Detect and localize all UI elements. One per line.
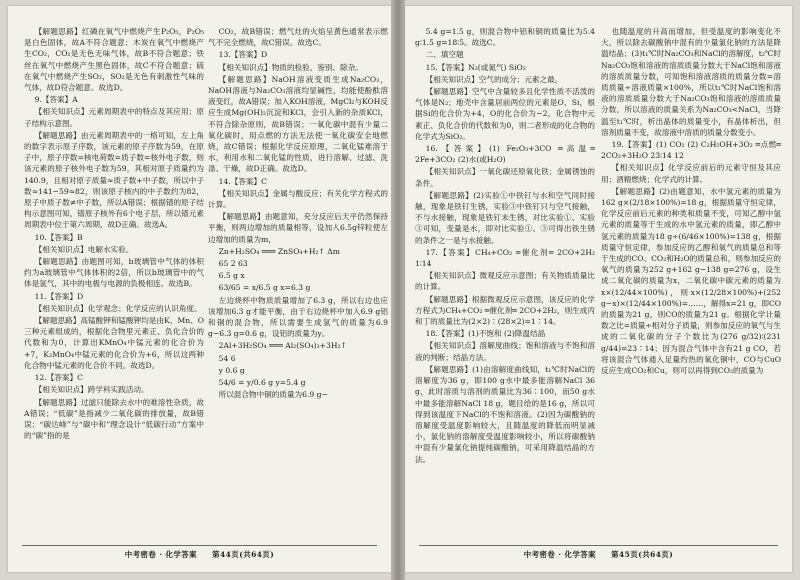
paragraph: 6.5 g x (218, 271, 245, 281)
paragraph: 【相关知识点】化学观念；化学反应的认识角度。 (34, 303, 202, 313)
left-page-column-1 (24, 26, 204, 536)
right-page-column-1 (415, 26, 595, 536)
paragraph: 【相关知识点】溶解度曲线；饱和溶液与不饱和溶液的判断；结晶方法。 (415, 341, 595, 362)
paragraph: 17.【答案】CH₄+CO₂ ═催化剂═ 2CO+2H₂ 1∶14 (415, 247, 595, 269)
paragraph: 【解题思路】高锰酸钾和锰酸钾均是由K、Mn、O三种元素组成的，根据化合物里元素正、负化合价的代数和为0，计算出KMnO₄中锰元素的化合价为+7，K₂MnO₄中锰元素的化合价为+6，所以这两种化合物中锰元素的化合价不同。故选D。 (24, 316, 204, 370)
book-gutter (391, 0, 405, 580)
paragraph: 【解题思路】NaOH溶液变质生成Na₂CO₃，NaOH溶液与Na₂CO₃溶液均显碱性，均能使酚酞溶液变红，故A错误；加入KOH溶液，MgCl₂与KOH反应生成Mg(OH)₂沉淀和KCl，会引入新的杂质KCl，不符合除杂原则，故B错误；一氧化碳中混有少量二氧化碳时，用点燃的方法无法使一氧化碳安全地燃烧，故C错误；根据化学反应原理，二氧化锰难溶于水，利用水和二氧化锰的性质，进行溶解、过滤、洗涤、干燥，故D正确。故选D。 (208, 74, 388, 174)
paragraph: 13.【答案】D (218, 50, 268, 60)
footer-page-number: 第45页(共64页) (611, 550, 674, 559)
left-page-footer (8, 549, 391, 560)
paragraph: 所以混合物中铜的质量为6.9 g− (218, 390, 328, 400)
paragraph: 【相关知识点】电解水实验。 (34, 244, 134, 254)
paragraph: 二、填空题 (425, 50, 464, 60)
paragraph: 【解题思路】过滤只能除去水中的难溶性杂质，故A错误；“低碳”是指减少二氧化碳的排放量，故B错误；“碳达峰”与“碳中和”理念设计“低碳行动”方案中的“碳”指的是 (24, 397, 204, 441)
paragraph: 【解题思路】由题图可知，b玻璃管中气体的体积约为a玻璃管中气体体积的2倍，所以b玻璃管中的气体是氢气，其中的电极与电源的负极相连。故选B。 (24, 257, 204, 289)
paragraph: 【相关知识点】一氧化碳还原氧化铁；金属锈蚀的条件。 (415, 167, 595, 188)
paragraph: Zn+H₂SO₄ ═══ ZnSO₄+H₂↑ Δm (218, 246, 340, 256)
paragraph: 63/65 = x/6.5 g x=6.3 g (218, 283, 311, 293)
paragraph: 【解题思路】根据微观反应示意图，该反应的化学方程式为CH₄+CO₂ ═催化剂═ 2CO+2H₂，则生成丙和丁的质量比为(2×2)∶(28×2)=1∶14。 (415, 294, 595, 327)
paragraph: 16.【答案】(1) Fe₂O₃+3CO ═高温═ 2Fe+3CO₂ (2)水(或H₂O) (415, 144, 595, 165)
paragraph: 15.【答案】N₂(或氮气) SiO₂ (425, 62, 526, 72)
paragraph: 【相关知识点】化学反应前后的元素守恒及其应用；酒精燃烧；化学式的计算。 (601, 163, 781, 184)
paragraph: 9.【答案】A (34, 95, 78, 105)
paragraph: 【相关知识点】物质的检验、鉴别、除杂。 (218, 62, 363, 72)
paragraph: 【解题思路】(1)由溶解度曲线知，t₁℃时NaCl的溶解度为36 g，即100 g水中最多能溶解NaCl 36 g，此时溶质与溶剂的质量比为36∶100，而50 g水中最多能溶解NaCl 18 g，题目给的是16 g，所以可得到该温度下NaCl的不饱和溶液。(2)因为碳酸钠的溶解度受温度影响较大，且随温度的降低而明显减小，氯化钠的溶解度受温度影响较小，所以将碳酸钠中混有少量氯化钠提纯碳酸钠，可采用降温结晶的方法。 (415, 364, 595, 464)
paragraph: 5.4 g=1.5 g，则混合物中铝和铜的质量比为5.4 g∶1.5 g=18∶5。故选C。 (415, 27, 595, 48)
footer-rule (22, 545, 377, 546)
paragraph: y 0.6 g (218, 365, 245, 375)
paragraph: 【解题思路】由题意知，充分反应后天平仍然保持平衡，则两边增加的质量相等，设加入6.5g锌粒使左边增加的质量为m， (208, 212, 388, 244)
paragraph: 【相关知识点】空气的成分；元素之最。 (425, 74, 563, 84)
paragraph: 【相关知识点】金属与酸反应；有关化学方程式的计算。 (208, 188, 388, 210)
paragraph: 【解题思路】红磷在氧气中燃烧产生P₂O₅，P₂O₅是白色固体，故A不符合题意；木炭在氧气中燃烧产生CO₂，CO₂是无色无味气体，故B不符合题意；铁丝在氧气中燃烧产生黑色固体，故C不符合题意；硫在氧气中燃烧产生SO₂，SO₂是无色有刺激性气味的气体，故D符合题意。故选D。 (24, 27, 204, 93)
paragraph: 也随温度的升高而增加，但受温度的影响变化不大，所以除去碳酸钠中混有的少量氯化钠的方法是降温结晶；(3)t₁℃时Na₂CO₃和NaCl的溶解度，t₂℃时Na₂CO₃饱和溶液的溶质质量分数大于NaCl饱和溶液的溶质质量分数，可知饱和溶液溶质的质量分数=溶质质量÷溶液质量×100%，所以t₁℃时NaCl饱和溶液的溶质质量分数大于Na₂CO₃饱和溶液的溶质质量分数，所以溶液的质量关系为Na₂CO₃<NaCl，当降温至t₁℃时，析出晶体的质量变小，有晶体析出，但溶剂质量不变，故溶液中溶质的质量分数变小。 (601, 27, 781, 137)
paragraph: 10.【答案】B (34, 232, 83, 242)
footer-title: 中考密卷 · 化学答案 (523, 550, 597, 559)
left-page (8, 6, 391, 572)
paragraph: 19.【答案】(1) CO₂ (2) C₂H₅OH+3O₂ ═点燃═ 2CO₂+3H₂O 23∶14 12 (601, 140, 781, 161)
footer-page-number: 第44页(共64页) (212, 550, 275, 559)
paragraph: 【解题思路】(2)由题意知，水中氢元素的质量为162 g×(2/18×100%)=18 g，根据质量守恒定律，化学反应前后元素的种类和质量不变，可知乙醇中氢元素的质量等于生成的水中氢元素的质量，即乙醇中氢元素的质量为18 g÷(6/46×100%)=138 g，根据质量守恒定律，参加反应的乙醇和氧气的质量总和等于生成的CO、CO₂和H₂O的质量总和，则参加反应的氧气的质量为252 g+162 g−138 g=276 g，设生成二氧化碳的质量为x，二氧化碳中碳元素的质量为x×(12/44×100%)，则x×(12/28×100%)+(252 g−x)×(12/44×100%)=……，解得x=21 g，即CO的质量为21 g，则CO的质量为21 g。根据化学计量数之比=质量÷相对分子质量，则参加反应的氧气与生成的二氧化碳的分子个数比为(276 g/32)∶(231 g/44)=23∶14；因为混合气体中含有21 g CO，若将该混合气体通入足量灼热的氧化铜中，CO与CuO反应生成CO₂和Cu，则可以再得到CO₂的质量为 (601, 186, 781, 376)
footer-title: 中考密卷 · 化学答案 (124, 550, 198, 559)
paragraph: 2Al+3H₂SO₄ ═══ Al₂(SO₄)₃+3H₂↑ (218, 341, 347, 351)
paragraph: 【相关知识点】元素周期表中的特点及其应用；原子结构示意图。 (24, 107, 204, 128)
paragraph: 12.【答案】C (34, 373, 83, 383)
paragraph: CO₂，故B错误；燃气灶的火焰呈黄色通常表示燃气不完全燃烧，故C错误。故选C。 (208, 27, 388, 48)
paragraph: 【相关知识点】微观反应示意图；有关物质质量比的计算。 (415, 271, 595, 292)
right-page (405, 6, 792, 572)
paragraph: 14.【答案】C (218, 176, 267, 186)
paragraph: 65 2 63 (218, 259, 248, 269)
paragraph: 左边烧杯中物质质量增加了6.3 g，所以右边也应该增加6.3 g才能平衡，由于右边烧杯中加入6.9 g铝和铜的混合物，所以需要生成氢气的质量为6.9 g−6.3 g=0.6 g，设铝的质量为y。 (208, 295, 388, 339)
paragraph: 【解题思路】空气中含量较多且化学性质不活泼的气体是N₂；地壳中含量居前两位的元素是O、Si，根据Si的化合价为+4，O的化合价为−2，化合物中元素正、负化合价的代数和为0，则二者形成的化合物的化学式为SiO₂。 (415, 87, 595, 141)
right-page-footer (405, 549, 792, 560)
right-page-column-2 (601, 26, 781, 536)
paragraph: 【解题思路】由元素周期表中的一格可知，左上角的数字表示原子序数，该元素的原子序数为59，在原子中，原子序数=核电荷数=质子数=核外电子数，则该元素的原子核外电子数为59，其相对原子质量约为140.9，且相对原子质量≈质子数+中子数，所以中子数≈141−59≈82，则该原子核内的中子数约为82，原子中质子数≠中子数，所以A错误；根据镨的原子结构示意图可知，镨原子核外有6个电子层，所以镨元素周期表中位于第六周期，故D正确。故选A。 (24, 130, 204, 230)
paragraph: 18.【答案】(1)不饱和 (2)降温结晶 (425, 329, 546, 339)
footer-rule (419, 545, 778, 546)
paragraph: 54 6 (218, 353, 236, 363)
paragraph: 【相关知识点】跨学科实践活动。 (34, 385, 149, 395)
paragraph: 54/6 = y/0.6 g y=5.4 g (218, 378, 306, 388)
paragraph: 11.【答案】D (34, 291, 84, 301)
left-page-column-2 (208, 26, 388, 536)
paragraph: 【解题思路】(2)实验①中铁钉与水和空气同时接触，现象是铁钉生锈，实验③中铁钉只与空气接触，不与水接触，现象是铁钉未生锈，对比实验①、实验③可知，变量是水，即对比实验①、③可得出铁生锈的条件之一是与水接触。 (415, 190, 595, 245)
